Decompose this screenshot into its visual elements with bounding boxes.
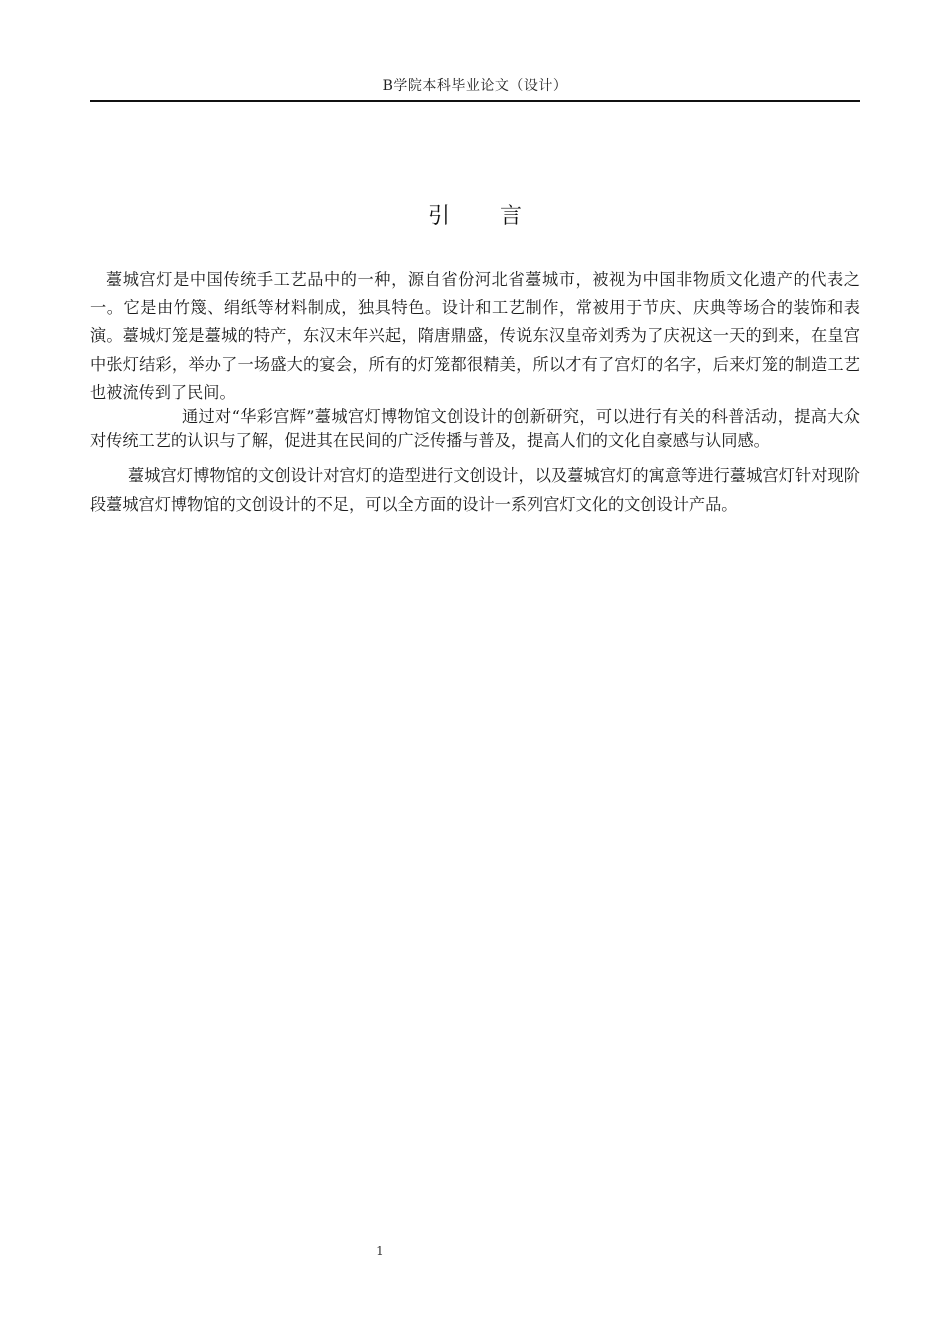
document-body <box>90 266 860 519</box>
paragraph-2: 通过对“华彩宫辉”薹城宫灯博物馆文创设计的创新研究，可以进行有关的科普活动，提高大众对传统工艺的认识与了解，促进其在民间的广泛传播与普及，提高人们的文化自豪感与认同感。 <box>90 407 860 451</box>
title-char-1: 引 <box>427 204 450 229</box>
page-number: 1 <box>376 1244 384 1258</box>
paragraph-3: 薹城宫灯博物馆的文创设计对宫灯的造型进行文创设计，以及薹城宫灯的寓意等进行薹城宫灯针对现阶段薹城宫灯博物馆的文创设计的不足，可以全方面的设计一系列宫灯文化的文创设计产品。 <box>90 466 860 515</box>
running-header: B学院本科毕业论文（设计） <box>382 78 568 94</box>
title-char-2: 言 <box>500 204 523 229</box>
section-title <box>90 201 860 233</box>
header-divider <box>90 100 860 102</box>
paragraph-1: 薹城宫灯是中国传统手工艺品中的一种，源自省份河北省薹城市，被视为中国非物质文化遗产的代表之一。它是由竹篾、绢纸等材料制成，独具特色。设计和工艺制作，常被用于节庆、庆典等场合的装饰和表演。薹城灯笼是薹城的特产，东汉末年兴起，隋唐鼎盛，传说东汉皇帝刘秀为了庆祝这一天的到来，在皇宫中张灯结彩，举办了一场盛大的宴会，所有的灯笼都很精美，所以才有了宫灯的名字，后来灯笼的制造工艺也被流传到了民间。 <box>90 270 860 402</box>
